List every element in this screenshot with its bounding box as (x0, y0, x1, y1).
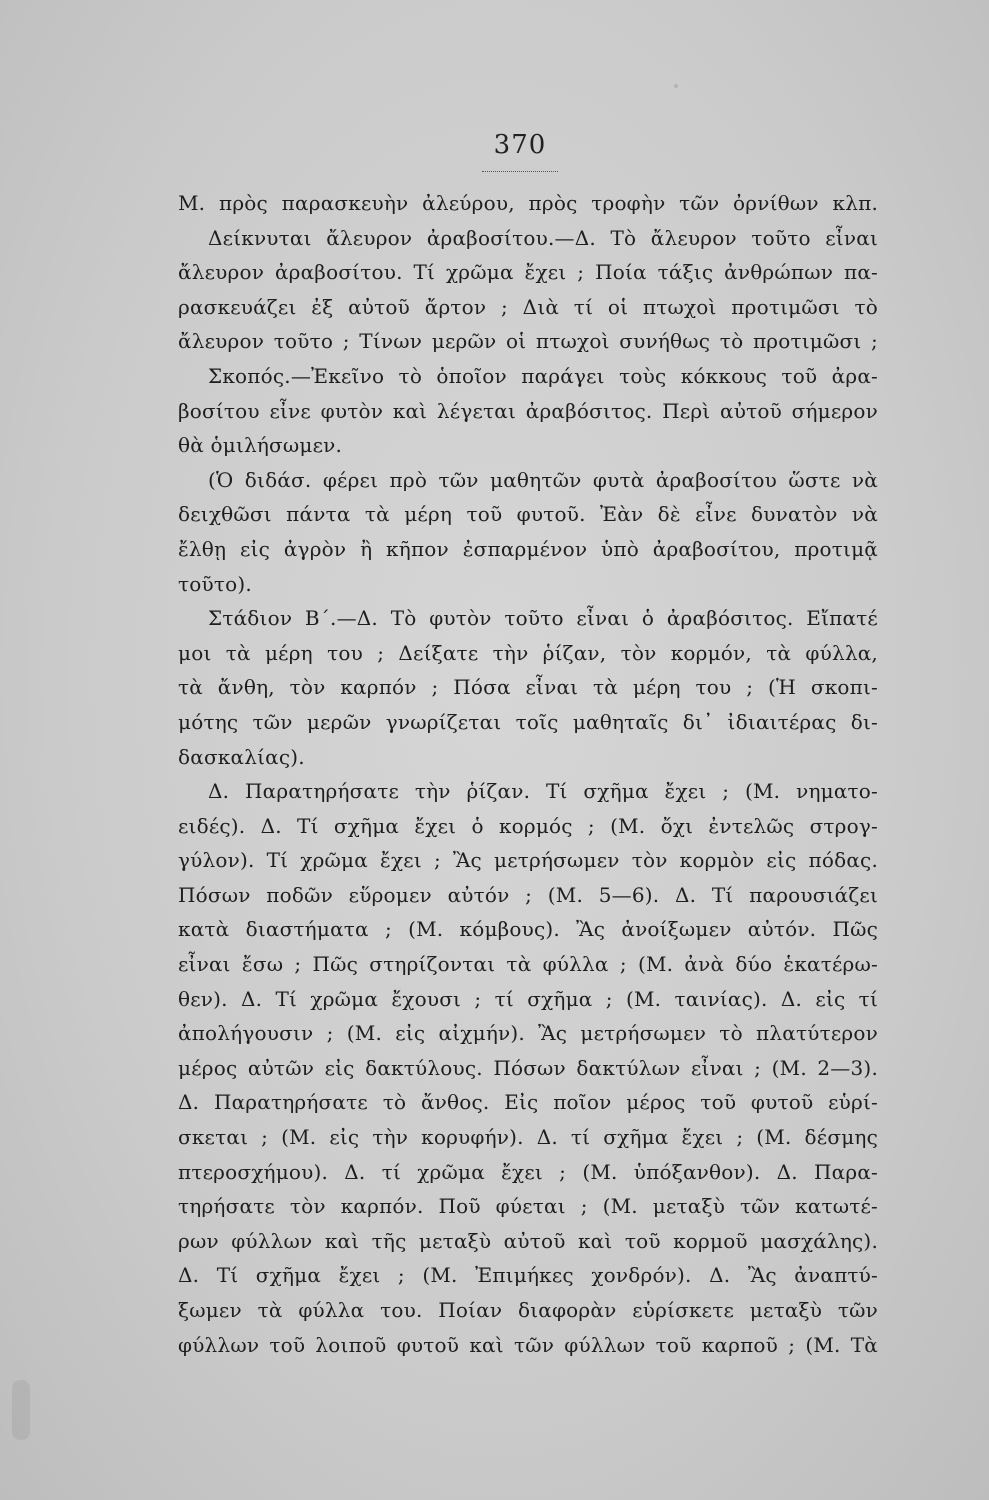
text-line: γύλον). Τί χρῶμα ἔχει ; Ἂς μετρήσωμεν τὸν κορμὸν εἰς πόδας. (178, 848, 878, 873)
text-line: φύλλων τοῦ λοιποῦ φυτοῦ καὶ τῶν φύλλων τοῦ καρποῦ ; (Μ. Τὰ (178, 1332, 878, 1357)
text-line: Σκοπός.—Ἐκεῖνο τὸ ὁποῖον παράγει τοὺς κόκκους τοῦ ἀρα- (208, 363, 878, 388)
text-line: ἄλευρον τοῦτο ; Τίνων μερῶν οἱ πτωχοὶ συνήθως τὸ προτιμῶσι ; (178, 329, 878, 354)
text-line: βοσίτου εἶνε φυτὸν καὶ λέγεται ἀραβόσιτος. Περὶ αὐτοῦ σήμερον (178, 398, 878, 423)
text-line: Μ. πρὸς παρασκευὴν ἀλεύρου, πρὸς τροφὴν τῶν ὀρνίθων κλπ. (178, 191, 878, 215)
header-rule (482, 171, 558, 172)
text-line: δειχθῶσι πάντα τὰ μέρη τοῦ φυτοῦ. Ἐὰν δὲ εἶνε δυνατὸν νὰ (178, 502, 878, 527)
text-line: Πόσων ποδῶν εὕρομεν αὐτόν ; (Μ. 5—6). Δ. Τί παρουσιάζει (178, 882, 878, 907)
text-line: μοι τὰ μέρη του ; Δείξατε τὴν ῥίζαν, τὸν κορμόν, τὰ φύλλα, (178, 640, 878, 665)
text-line: τηρήσατε τὸν καρπόν. Ποῦ φύεται ; (Μ. μεταξὺ τῶν κατωτέ- (178, 1194, 878, 1219)
text-line: δασκαλίας). (178, 744, 305, 769)
text-line: ἔλθῃ εἰς ἀγρὸν ἢ κῆπον ἐσπαρμένον ὑπὸ ἀραβοσίτου, προτιμᾷ (178, 536, 878, 561)
scan-smudge (12, 1380, 30, 1440)
text-line: μότης τῶν μερῶν γνωρίζεται τοῖς μαθηταῖς δι᾽ ἰδιαιτέρας δι- (178, 709, 878, 734)
text-line: Δ. Παρατηρήσατε τὴν ῥίζαν. Τί σχῆμα ἔχει ; (Μ. νηματο- (208, 779, 878, 804)
text-line: ξωμεν τὰ φύλλα του. Ποίαν διαφορὰν εὑρίσκετε μεταξὺ τῶν (178, 1298, 878, 1322)
text-line: σκεται ; (Μ. εἰς τὴν κορυφήν). Δ. τί σχῆμα ἔχει ; (Μ. δέσμης (178, 1125, 878, 1150)
text-line: τὰ ἄνθη, τὸν καρπόν ; Πόσα εἶναι τὰ μέρη του ; (Ἡ σκοπι- (178, 675, 878, 700)
text-line: ειδές). Δ. Τί σχῆμα ἔχει ὁ κορμός ; (Μ. ὄχι ἐντελῶς στρογ- (178, 813, 878, 838)
text-line: πτεροσχήμου). Δ. τί χρῶμα ἔχει ; (Μ. ὑπόξανθον). Δ. Παρα- (178, 1159, 878, 1184)
text-line: εἶναι ἔσω ; Πῶς στηρίζονται τὰ φύλλα ; (Μ. ἀνὰ δύο ἑκατέρω- (178, 952, 878, 977)
text-line: Στάδιον Β΄.—Δ. Τὸ φυτὸν τοῦτο εἶναι ὁ ἀραβόσιτος. Εἴπατέ (208, 606, 878, 631)
text-line: (Ὁ διδάσ. φέρει πρὸ τῶν μαθητῶν φυτὰ ἀραβοσίτου ὥστε νὰ (208, 467, 878, 492)
text-line: Δ. Παρατηρήσατε τὸ ἄνθος. Εἰς ποῖον μέρος τοῦ φυτοῦ εὑρί- (178, 1090, 878, 1115)
body-text (178, 186, 878, 1362)
text-line: ρων φύλλων καὶ τῆς μεταξὺ αὐτοῦ καὶ τοῦ κορμοῦ μασχάλης). (178, 1228, 878, 1253)
text-line: τοῦτο). (178, 571, 252, 596)
text-line: ρασκευάζει ἐξ αὐτοῦ ἄρτον ; Διὰ τί οἱ πτωχοὶ προτιμῶσι τὸ (178, 294, 878, 319)
text-line: ἀπολήγουσιν ; (Μ. εἰς αἰχμήν). Ἂς μετρήσωμεν τὸ πλατύτερον (178, 1021, 878, 1046)
text-line: Δ. Τί σχῆμα ἔχει ; (Μ. Ἐπιμήκες χονδρόν). Δ. Ἂς ἀναπτύ- (178, 1263, 878, 1288)
text-line: ἄλευρον ἀραβοσίτου. Τί χρῶμα ἔχει ; Ποία τάξις ἀνθρώπων πα- (178, 260, 878, 285)
text-line: Δείκνυται ἄλευρον ἀραβοσίτου.—Δ. Τὸ ἄλευρον τοῦτο εἶναι (208, 225, 878, 250)
text-line: μέρος αὐτῶν εἰς δακτύλους. Πόσων δακτύλων εἶναι ; (Μ. 2—3). (178, 1055, 878, 1080)
text-line: θὰ ὁμιλήσωμεν. (178, 433, 343, 458)
page-number: 370 (493, 130, 547, 160)
scan-speck (674, 84, 678, 88)
text-line: κατὰ διαστήματα ; (Μ. κόμβους). Ἂς ἀνοίξωμεν αὐτόν. Πῶς (178, 917, 878, 942)
text-line: θεν). Δ. Τί χρῶμα ἔχουσι ; τί σχῆμα ; (Μ. ταινίας). Δ. εἰς τί (178, 986, 878, 1011)
